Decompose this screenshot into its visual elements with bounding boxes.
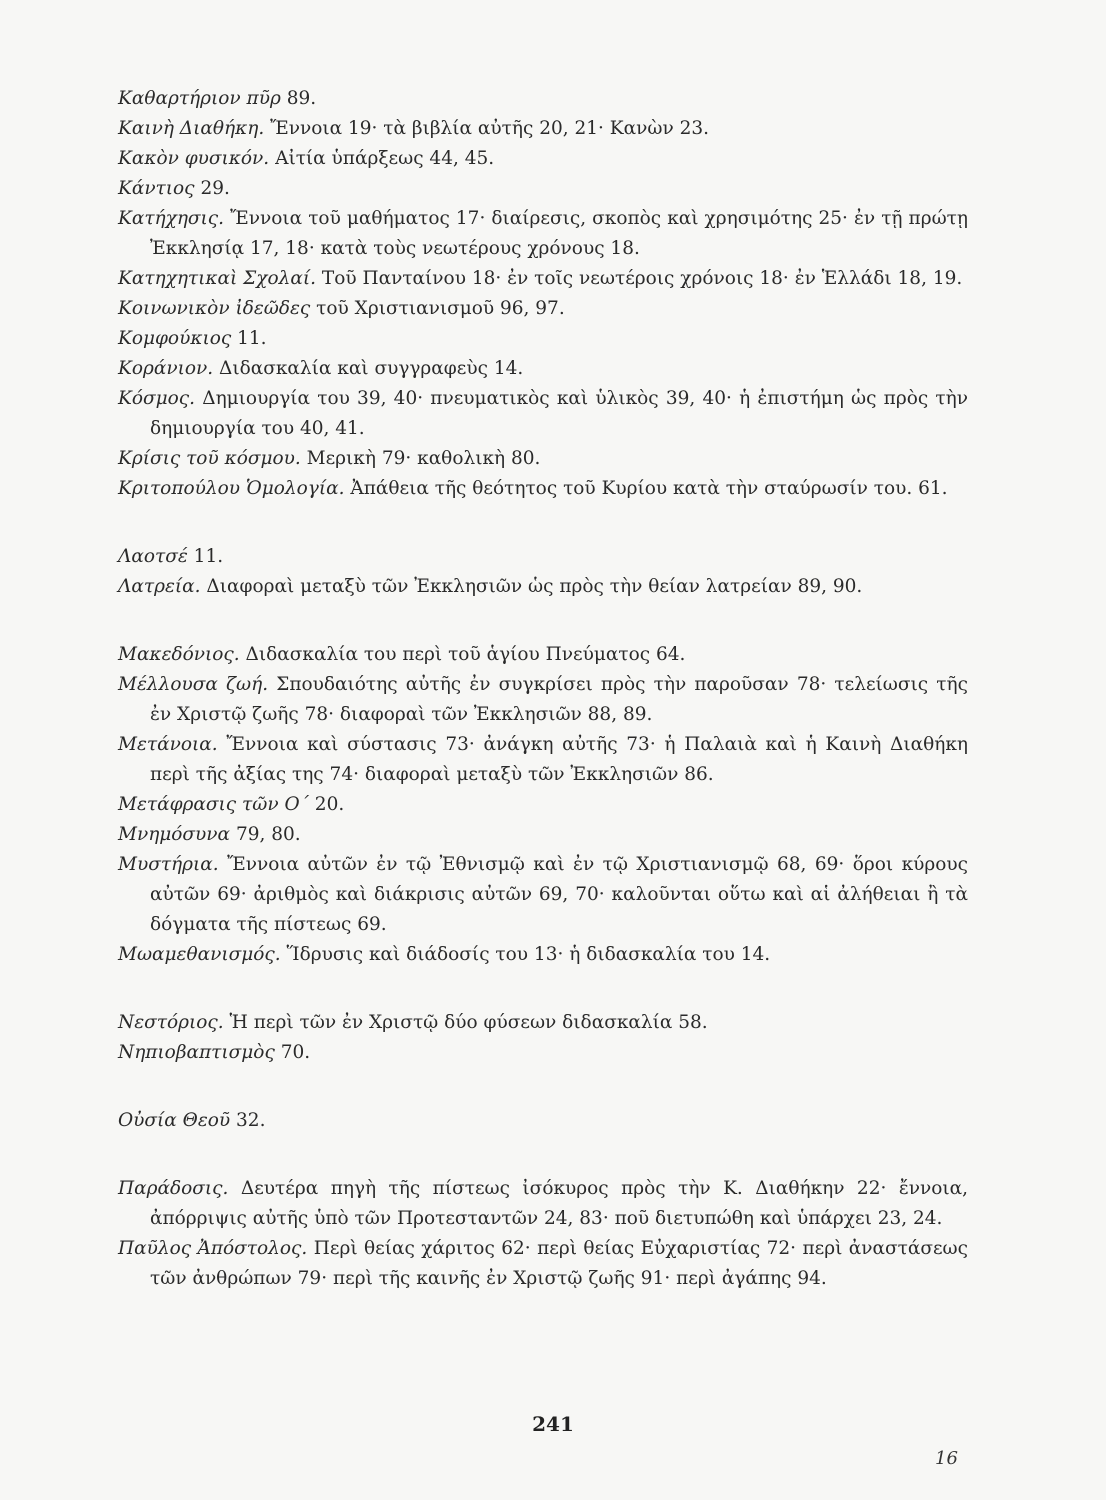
index-entry <box>118 1008 968 1038</box>
section-gap <box>118 970 968 1008</box>
index-entry <box>118 84 968 114</box>
index-term: Νηπιοβαπτισμὸς <box>118 1042 275 1063</box>
index-description: Ἡ περὶ τῶν ἐν Χριστῷ δύο φύσεων διδασκαλία 58. <box>223 1012 708 1033</box>
index-description: Σπουδαιότης αὐτῆς ἐν συγκρίσει πρὸς τὴν παροῦσαν 78· τελείωσις τῆς ἐν Χριστῷ ζωῆς 78· διαφοραὶ τῶν Ἐκκλησιῶν 88, 89. <box>150 674 968 725</box>
index-description: Διδασκαλία καὶ συγγραφεὺς 14. <box>213 358 524 379</box>
index-description: Ἔννοια τοῦ μαθήματος 17· διαίρεσις, σκοπὸς καὶ χρησιμότης 25· ἐν τῇ πρώτῃ Ἐκκλησίᾳ 17, 18· κατὰ τοὺς νεωτέρους χρόνους 18. <box>150 208 968 259</box>
index-description: 20. <box>308 794 345 815</box>
section-gap <box>118 1136 968 1174</box>
index-term: Μετάνοια. <box>118 734 218 755</box>
index-description: 70. <box>274 1042 311 1063</box>
index-entry <box>118 670 968 730</box>
index-entry <box>118 384 968 444</box>
index-term: Μυστήρια. <box>118 854 219 875</box>
index-entry <box>118 1174 968 1234</box>
index-entry <box>118 1234 968 1294</box>
index-description: Δευτέρα πηγὴ τῆς πίστεως ἰσόκυρος πρὸς τὴν Κ. Διαθήκην 22· ἔννοια, ἀπόρριψις αὐτῆς ὑπὸ τῶν Προτεσταντῶν 24, 83· ποῦ διετυπώθη καὶ ὑπάρχει 23, 24. <box>150 1178 968 1229</box>
index-entry <box>118 640 968 670</box>
index-description: 11. <box>231 328 267 349</box>
index-description: Διδασκαλία του περὶ τοῦ ἁγίου Πνεύματος 64. <box>239 644 686 665</box>
index-term: Κοινωνικὸν ἰδεῶδες <box>118 298 311 319</box>
index-description: Ἀπάθεια τῆς θεότητος τοῦ Κυρίου κατὰ τὴν σταύρωσίν του. 61. <box>344 478 948 499</box>
page-number: 241 <box>532 1412 574 1436</box>
index-entry <box>118 294 968 324</box>
index-term: Κατηχητικαὶ Σχολαί. <box>118 268 316 289</box>
index-term: Μετάφρασις τῶν Ο΄ <box>118 794 309 815</box>
index-entry <box>118 542 968 572</box>
index-description: Περὶ θείας χάριτος 62· περὶ θείας Εὐχαριστίας 72· περὶ ἀναστάσεως τῶν ἀνθρώπων 79· περὶ τῆς καινῆς ἐν Χριστῷ ζωῆς 91· περὶ ἀγάπης 94. <box>150 1238 968 1289</box>
index-term: Καθαρτήριον πῦρ <box>118 88 281 109</box>
index-term: Λαοτσέ <box>118 546 188 567</box>
index-description: Διαφοραὶ μεταξὺ τῶν Ἐκκλησιῶν ὡς πρὸς τὴν θείαν λατρείαν 89, 90. <box>200 576 863 597</box>
index-entry <box>118 730 968 790</box>
index-term: Καινὴ Διαθήκη. <box>118 118 265 139</box>
index-term: Κομφούκιος <box>118 328 232 349</box>
index-entry <box>118 790 968 820</box>
index-term: Κάντιος <box>118 178 195 199</box>
index-term: Μωαμεθανισμός. <box>118 944 281 965</box>
index-description: Ἔννοια αὐτῶν ἐν τῷ Ἐθνισμῷ καὶ ἐν τῷ Χριστιανισμῷ 68, 69· ὅροι κύρους αὐτῶν 69· ἀριθμὸς καὶ διάκρισις αὐτῶν 69, 70· καλοῦνται οὕτω καὶ αἱ ἀλήθειαι ἢ τὰ δόγματα τῆς πίστεως 69. <box>150 854 968 935</box>
index-entry <box>118 1038 968 1068</box>
index-description: Ἔννοια 19· τὰ βιβλία αὐτῆς 20, 21· Κανὼν 23. <box>264 118 709 139</box>
index-term: Κακὸν φυσικόν. <box>118 148 270 169</box>
index-term: Οὐσία Θεοῦ <box>118 1110 231 1131</box>
index-description: Δημιουργία του 39, 40· πνευματικὸς καὶ ὑλικὸς 39, 40· ἡ ἐπιστήμη ὡς πρὸς τὴν δημιουργία του 40, 41. <box>150 388 968 439</box>
index-description: 29. <box>194 178 230 199</box>
index-term: Μακεδόνιος. <box>118 644 240 665</box>
index-description: Μερικὴ 79· καθολικὴ 80. <box>300 448 541 469</box>
index-entry <box>118 354 968 384</box>
index-entry <box>118 444 968 474</box>
index-term: Παράδοσις. <box>118 1178 229 1199</box>
index-description: Ἵδρυσις καὶ διάδοσίς του 13· ἡ διδασκαλία του 14. <box>280 944 771 965</box>
index-term: Κατήχησις. <box>118 208 225 229</box>
index-entry <box>118 144 968 174</box>
index-entry <box>118 820 968 850</box>
index-entry <box>118 572 968 602</box>
index-entry <box>118 204 968 264</box>
index-term: Κρίσις τοῦ κόσμου. <box>118 448 301 469</box>
index-entries <box>118 84 968 1294</box>
section-gap <box>118 1068 968 1106</box>
section-gap <box>118 504 968 542</box>
index-term: Παῦλος Ἀπόστολος. <box>118 1238 308 1259</box>
index-description: 89. <box>280 88 317 109</box>
index-entry <box>118 850 968 940</box>
index-description: 79, 80. <box>230 824 301 845</box>
index-entry <box>118 174 968 204</box>
index-entry <box>118 1106 968 1136</box>
index-term: Μνημόσυνα <box>118 824 231 845</box>
signature-mark: 16 <box>935 1448 958 1469</box>
index-description: Τοῦ Πανταίνου 18· ἐν τοῖς νεωτέροις χρόνοις 18· ἐν Ἑλλάδι 18, 19. <box>315 268 963 289</box>
index-description: τοῦ Χριστιανισμοῦ 96, 97. <box>310 298 565 319</box>
index-entry <box>118 940 968 970</box>
index-description: 32. <box>230 1110 266 1131</box>
index-description: 11. <box>187 546 224 567</box>
index-term: Μέλλουσα ζωή. <box>118 674 269 695</box>
index-term: Κόσμος. <box>118 388 195 409</box>
index-description: Ἔννοια καὶ σύστασις 73· ἀνάγκη αὐτῆς 73· ἡ Παλαιὰ καὶ ἡ Καινὴ Διαθήκη περὶ τῆς ἀξίας της 74· διαφοραὶ μεταξὺ τῶν Ἐκκλησιῶν 86. <box>150 734 968 785</box>
section-gap <box>118 602 968 640</box>
index-term: Κοράνιον. <box>118 358 214 379</box>
index-term: Νεστόριος. <box>118 1012 224 1033</box>
index-entry <box>118 474 968 504</box>
index-entry <box>118 114 968 144</box>
index-term: Κριτοπούλου Ὁμολογία. <box>118 478 345 499</box>
index-entry <box>118 324 968 354</box>
index-term: Λατρεία. <box>118 576 201 597</box>
index-description: Αἰτία ὑπάρξεως 44, 45. <box>269 148 495 169</box>
index-page <box>118 84 968 1294</box>
index-entry <box>118 264 968 294</box>
